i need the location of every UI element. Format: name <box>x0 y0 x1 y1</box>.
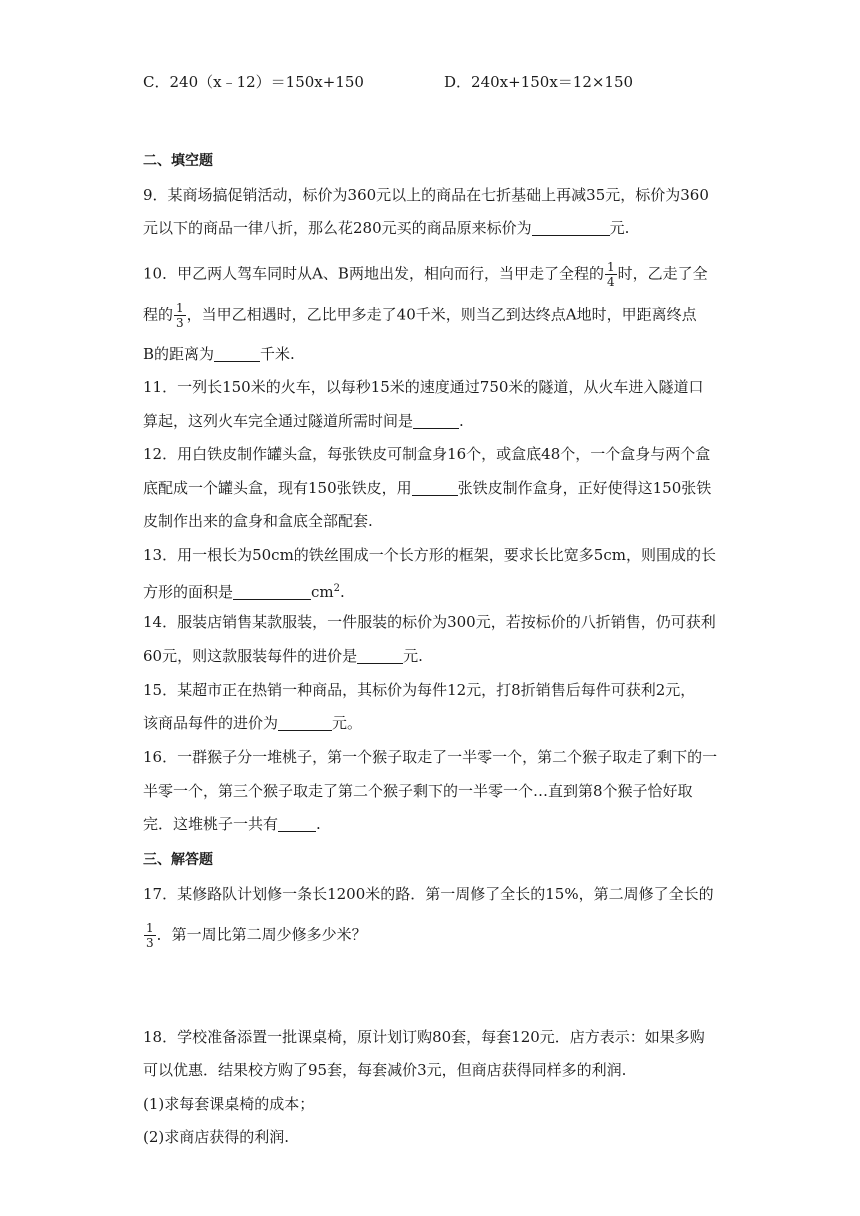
q11-line2 <box>143 411 464 431</box>
q16-line1: 16．一群猴子分一堆桃子，第一个猴子取走了一半零一个，第二个猴子取走了剩下的一 <box>143 748 718 766</box>
q10-fraction-1-num: 1 <box>606 260 615 274</box>
q18-line1: 18．学校准备添置一批课桌椅，原计划订购80套，每套120元．店方表示：如果多购 <box>143 1028 705 1046</box>
q10-text-b: 时，乙走了全 <box>617 264 708 283</box>
q10-text-a: 10．甲乙两人驾车同时从A、B两地出发，相向而行，当甲走了全程的 <box>143 264 604 283</box>
q13-line1: 13．用一根长为50cm的铁丝围成一个长方形的框架，要求长比宽多5cm，则围成的长 <box>143 546 716 564</box>
section-heading-fill: 二、填空题 <box>143 153 213 169</box>
option-c-text: 240（x﹣12）＝150x+150 <box>169 73 364 91</box>
q9-text: 元以下的商品一律八折，那么花280元买的商品原来标价为 <box>143 219 532 237</box>
q9-line1: 9．某商场搞促销活动，标价为360元以上的商品在七折基础上再减35元，标价为360 <box>143 186 709 204</box>
q10-line1 <box>143 260 708 289</box>
q12-line3: 皮制作出来的盒身和盒底全部配套. <box>143 512 373 530</box>
q18-line2: 可以优惠．结果校方购了95套，每套减价3元，但商店获得同样多的利润. <box>143 1061 627 1079</box>
q16-text: 完．这堆桃子一共有 <box>143 815 279 833</box>
section-heading-answer: 三、解答题 <box>143 852 213 868</box>
q11-text: 算起，这列火车完全通过隧道所需时间是 <box>143 412 414 430</box>
q15-answer-blank <box>278 715 332 731</box>
q17-fraction-num: 1 <box>146 921 154 935</box>
q13-answer-blank <box>233 584 311 600</box>
q15-text: 该商品每件的进价为 <box>143 714 279 732</box>
q10-line2 <box>143 301 697 330</box>
q18-part2: (2)求商店获得的利润. <box>143 1128 290 1146</box>
option-c <box>143 72 364 92</box>
q10-fraction-2-num: 1 <box>176 301 184 315</box>
q11-answer-blank <box>413 413 459 429</box>
q17-line1: 17．某修路队计划修一条长1200米的路．第一周修了全长的15%，第二周修了全长的 <box>143 885 714 903</box>
q10-text-d: ，当甲乙相遇时，乙比甲多走了40千米，则当乙到达终点A地时，甲距离终点 <box>186 305 697 324</box>
q15-unit: 元。 <box>332 714 363 732</box>
q10-text-c: 程的 <box>143 305 174 324</box>
q12-line2 <box>143 478 711 498</box>
q10-line3 <box>143 344 295 364</box>
q14-text: 60元，则这款服装每件的进价是 <box>143 647 358 665</box>
q14-unit: 元. <box>403 647 423 665</box>
q9-line2 <box>143 218 629 238</box>
q14-line1: 14．服装店销售某款服装，一件服装的标价为300元，若按标价的八折销售，仍可获利 <box>143 613 716 631</box>
q14-answer-blank <box>357 648 403 664</box>
q9-unit: 元. <box>609 219 630 237</box>
q13-unit: cm <box>311 583 334 601</box>
q18-part1: (1)求每套课桌椅的成本； <box>143 1095 315 1113</box>
q17-fraction-den: 3 <box>146 936 154 950</box>
q10-unit: 千米. <box>260 345 295 363</box>
option-d-label: D． <box>444 73 472 91</box>
option-d-text: 240x+150x＝12×150 <box>471 73 634 91</box>
q12-text-a: 底配成一个罐头盒，现有150张铁皮，用 <box>143 479 412 497</box>
q17-fraction <box>144 921 156 950</box>
q10-fraction-1-den: 4 <box>606 275 615 289</box>
q17-text: ．第一周比第二周少修多少米？ <box>156 925 367 944</box>
q10-text-e: B的距离为 <box>143 345 215 363</box>
option-d <box>444 72 633 92</box>
q13-unit-exponent: 2 <box>333 583 341 594</box>
q13-end: . <box>340 583 345 601</box>
q16-end: . <box>316 815 321 833</box>
q12-answer-blank <box>412 480 458 496</box>
q10-fraction-1 <box>605 260 617 289</box>
q13-line2 <box>143 579 345 602</box>
q9-answer-blank <box>532 220 610 236</box>
q16-line2: 半零一个，第三个猴子取走了第二个猴子剩下的一半零一个…直到第8个猴子恰好取 <box>143 782 693 800</box>
option-c-label: C． <box>143 73 170 91</box>
q15-line2 <box>143 713 362 733</box>
q10-fraction-2 <box>174 301 186 330</box>
q10-fraction-2-den: 3 <box>176 316 184 330</box>
q11-line1: 11．一列长150米的火车，以每秒15米的速度通过750米的隧道，从火车进入隧道口 <box>143 378 704 396</box>
q13-text: 方形的面积是 <box>143 583 234 601</box>
q16-line3 <box>143 814 321 834</box>
q15-line1: 15．某超市正在热销一种商品，其标价为每件12元，打8折销售后每件可获利2元， <box>143 681 696 699</box>
q12-text-b: 张铁皮制作盒身，正好使得这150张铁 <box>457 479 712 497</box>
q12-line1: 12．用白铁皮制作罐头盒，每张铁皮可制盒身16个，或盒底48个，一个盒身与两个盒 <box>143 445 711 463</box>
q16-answer-blank <box>278 816 316 832</box>
q11-end: . <box>459 412 464 430</box>
q17-line2 <box>143 921 367 950</box>
q10-answer-blank <box>214 346 260 362</box>
q14-line2 <box>143 646 423 666</box>
